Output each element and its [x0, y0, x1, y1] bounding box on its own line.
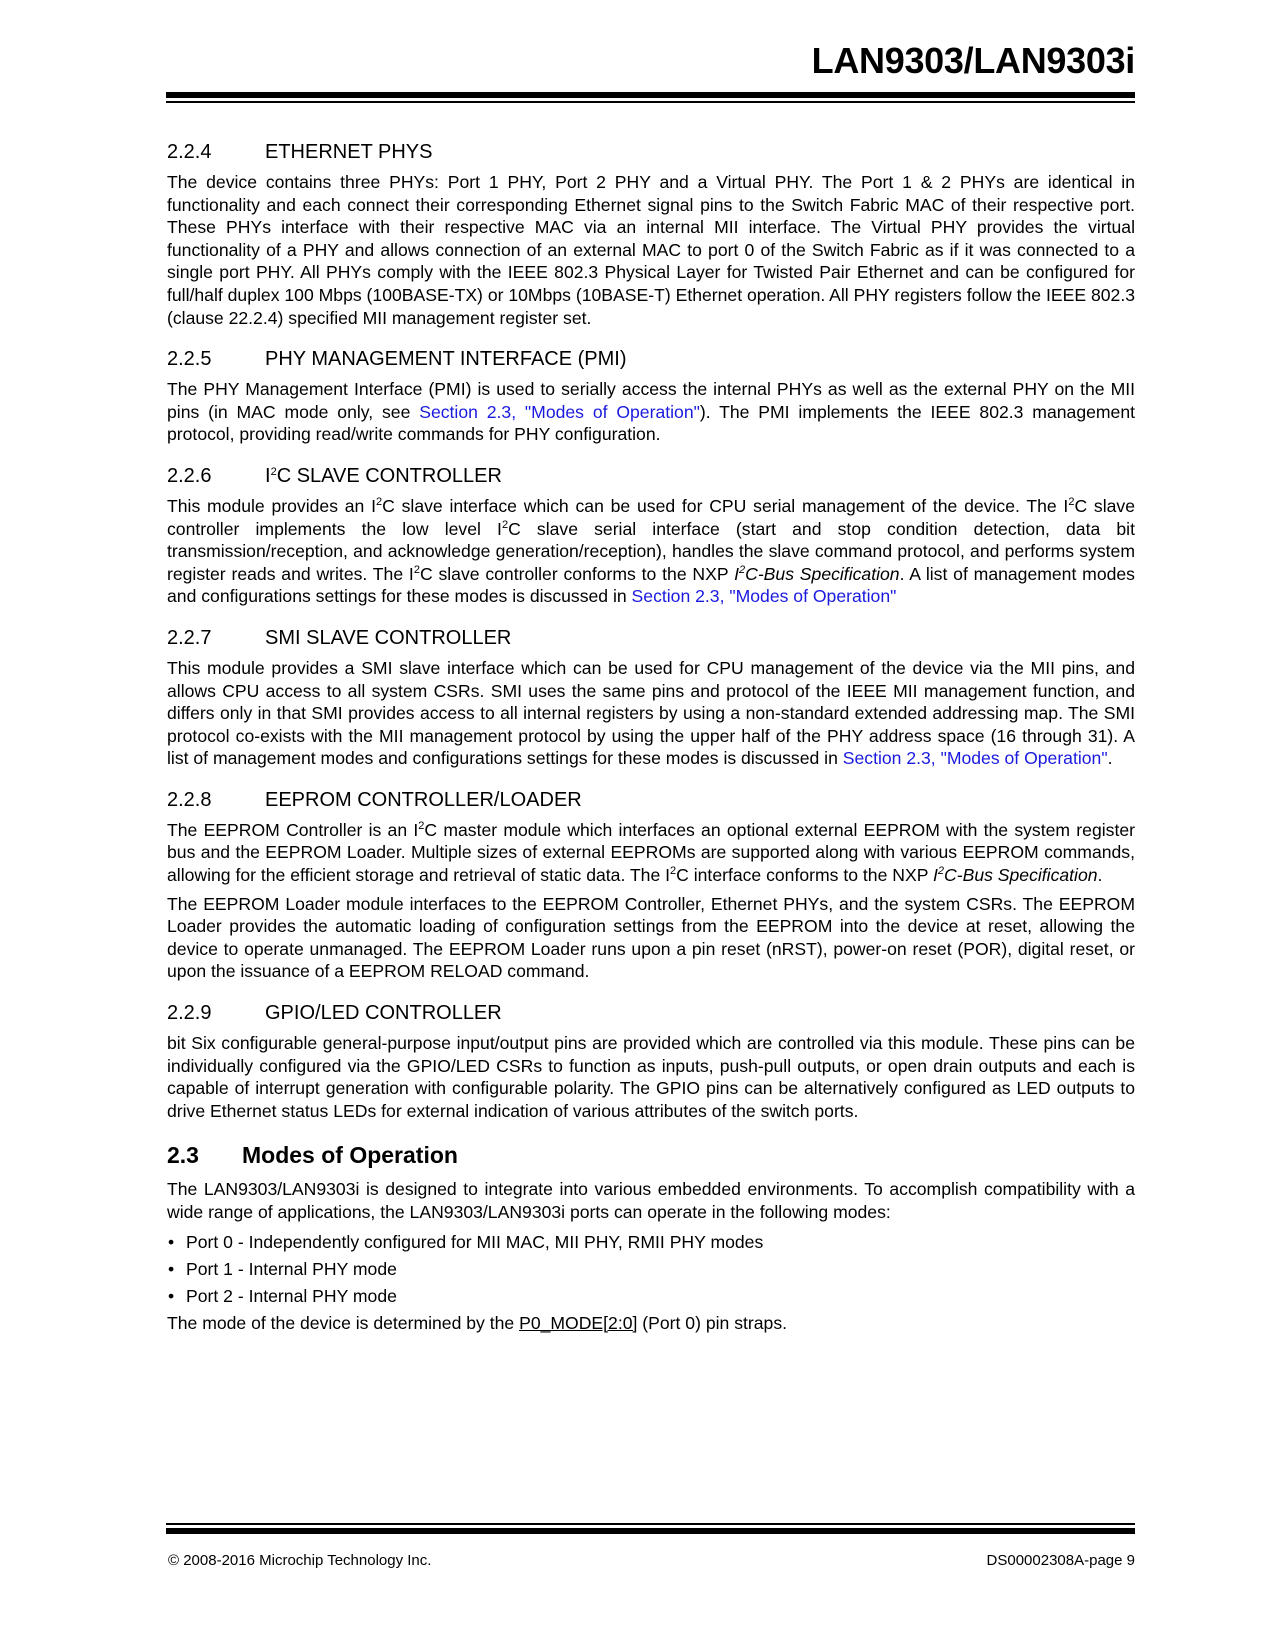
- italic-spec-title: [933, 865, 1098, 885]
- text-run: C slave interface which can be used for CPU serial management of the device. The I: [382, 495, 1069, 516]
- page-header-title: LAN9303/LAN9303i: [811, 40, 1135, 81]
- footer-page-number: DS00002308A-page 9: [986, 1552, 1135, 1569]
- superscript: 2: [376, 495, 383, 508]
- link-modes-of-operation[interactable]: Section 2.3, "Modes of Operation": [631, 586, 897, 607]
- link-modes-of-operation[interactable]: Section 2.3, "Modes of Operation": [419, 401, 700, 422]
- paragraph-mode-pin-straps: [167, 1312, 1135, 1335]
- italic-spec-title: [734, 564, 899, 584]
- bullet: •: [168, 1285, 175, 1306]
- text-run: I: [933, 865, 938, 886]
- text-run: C master module which interfaces an optional external EEPROM with the system register bus and the EEPROM Loader. Multiple sizes of external EEPROMs are supported along with various EEPROM commands, allowing for the efficient storage and retrieval of static data. The I: [167, 819, 1135, 886]
- text-run: ). The PMI implements the IEEE 802.3 management protocol, providing read/write commands for PHY configuration.: [167, 401, 1135, 445]
- paragraph-eeprom-loader: The EEPROM Loader module interfaces to the EEPROM Controller, Ethernet PHYs, and the system CSRs. The EEPROM Loader provides the automatic loading of configuration settings from the EEPROM into the device at reset, allowing the device to operate unmanaged. The EEPROM Loader runs upon a pin reset (nRST), power-on reset (POR), digital reset, or upon the issuance of a EEPROM RELOAD command.: [167, 893, 1135, 982]
- section-number: 2.2.5: [167, 348, 212, 371]
- superscript: 2: [413, 563, 420, 576]
- header-rule-thin: [166, 101, 1135, 103]
- heading-2-3: [167, 1140, 1135, 1170]
- section-number: 2.2.9: [167, 1002, 212, 1025]
- section-title: SMI SLAVE CONTROLLER: [265, 626, 512, 649]
- heading-2-2-7: [167, 624, 1135, 652]
- footer-copyright: © 2008-2016 Microchip Technology Inc.: [168, 1552, 432, 1569]
- text-run: .: [1097, 865, 1103, 886]
- heading-2-2-8: [167, 786, 1135, 814]
- text-run: C slave controller conforms to the NXP: [419, 563, 735, 584]
- heading-2-2-9: [167, 999, 1135, 1027]
- text-run: The EEPROM Controller is an I: [167, 819, 419, 840]
- text-run: I: [265, 464, 271, 487]
- superscript: 2: [937, 865, 945, 878]
- section-number: 2.3: [167, 1142, 199, 1169]
- text-run: I: [734, 563, 739, 584]
- list-item: [167, 1258, 1135, 1281]
- modes-list: [167, 1231, 1135, 1308]
- paragraph-smi-slave: [167, 657, 1135, 770]
- list-item: [167, 1285, 1135, 1308]
- superscript: 2: [501, 518, 509, 531]
- section-number: 2.2.4: [167, 141, 212, 163]
- heading-2-2-5: [167, 345, 1135, 373]
- text-run: C-Bus Specification: [745, 563, 900, 584]
- text-run: C SLAVE CONTROLLER: [276, 464, 502, 487]
- paragraph-modes-intro: The LAN9303/LAN9303i is designed to integrate into various embedded environments. To accomplish compatibility with a wide range of applications, the LAN9303/LAN9303i ports can operate in the following modes:: [167, 1179, 1135, 1222]
- section-title: PHY MANAGEMENT INTERFACE (PMI): [265, 348, 627, 371]
- text-run: The mode of the device is determined by the: [167, 1312, 520, 1333]
- list-item-text: Port 0 - Independently configured for MII MAC, MII PHY, RMII PHY modes: [186, 1231, 764, 1252]
- superscript: 2: [418, 819, 425, 832]
- text-run: C slave controller implements the low level I: [167, 495, 1135, 539]
- header-rule-thick: [166, 92, 1135, 98]
- heading-2-2-4: [167, 138, 1135, 166]
- text-run: (Port 0) pin straps.: [637, 1312, 788, 1333]
- page-content: [167, 138, 1135, 1334]
- section-title: Modes of Operation: [242, 1142, 458, 1169]
- signal-name-p0-mode: P0_MODE[2:0]: [519, 1312, 638, 1333]
- footer-rule-thin: [166, 1523, 1135, 1525]
- paragraph-ethernet-phys: The device contains three PHYs: Port 1 PHY, Port 2 PHY and a Virtual PHY. The Port 1 & 2 PHYs are identical in functionality and each connect their corresponding Ethernet signal pins to the Switch Fabric MAC of their respective port. These PHYs interface with their respective MAC via an internal MII interface. The Virtual PHY provides the virtual functionality of a PHY and allows connection of an external MAC to port 0 of the Switch Fabric as if it was connected to a single port PHY. All PHYs comply with the IEEE 802.3 Physical Layer for Twisted Pair Ethernet and can be configured for full/half duplex 100 Mbps (100BASE-TX) or 10Mbps (10BASE-T) Ethernet operation. All PHY registers follow the IEEE 802.3 (clause 22.2.4) specified MII management register set.: [167, 172, 1135, 328]
- section-number: 2.2.8: [167, 788, 212, 811]
- paragraph-i2c-slave: [167, 495, 1135, 608]
- section-title: EEPROM CONTROLLER/LOADER: [265, 788, 582, 811]
- link-modes-of-operation[interactable]: Section 2.3, "Modes of Operation": [842, 748, 1108, 769]
- text-run: C slave serial interface (start and stop condition detection, data bit transmission/reception, and acknowledge generation/reception), handles the slave command protocol, and performs system register reads and writes. The I: [167, 518, 1135, 584]
- footer-rule-thick: [166, 1528, 1135, 1534]
- section-title: [265, 462, 502, 490]
- superscript: 2: [1068, 495, 1075, 508]
- text-run: C interface conforms to the NXP: [676, 865, 933, 886]
- section-title: GPIO/LED CONTROLLER: [265, 1002, 502, 1025]
- text-run: . A list of management modes and configurations settings for these modes is discussed in: [167, 563, 1135, 607]
- paragraph-eeprom-controller: [167, 819, 1135, 887]
- text-run: This module provides an I: [167, 495, 377, 516]
- section-number: 2.2.6: [167, 464, 212, 487]
- list-item-text: Port 2 - Internal PHY mode: [186, 1285, 397, 1306]
- paragraph-gpio-led: bit Six configurable general-purpose input/output pins are provided which are controlled via this module. These pins can be individually configured via the GPIO/LED CSRs to function as inputs, push-pull outputs, or open drain outputs and each is capable of interrupt generation with configurable polarity. The GPIO pins can be alternatively configured as LED outputs to drive Ethernet status LEDs for external indication of various attributes of the switch ports.: [167, 1033, 1135, 1121]
- superscript: 2: [738, 563, 746, 576]
- superscript: 2: [670, 865, 677, 878]
- section-number: 2.2.7: [167, 626, 212, 649]
- text-run: The PHY Management Interface (PMI) is used to serially access the internal PHYs as well as the external PHY on the MII pins (in MAC mode only, see: [167, 379, 1135, 422]
- superscript: 2: [270, 465, 277, 478]
- heading-2-2-6: [167, 462, 1135, 490]
- list-item: [167, 1231, 1135, 1254]
- text-run: .: [1107, 748, 1113, 769]
- list-item-text: Port 1 - Internal PHY mode: [186, 1258, 397, 1279]
- bullet: •: [168, 1231, 175, 1252]
- bullet: •: [168, 1258, 175, 1279]
- text-run: C-Bus Specification: [944, 865, 1098, 886]
- section-title: ETHERNET PHYS: [265, 141, 433, 163]
- text-run: This module provides a SMI slave interface which can be used for CPU management of the device via the MII pins, and allows CPU access to all system CSRs. SMI uses the same pins and protocol of the IEEE MII management function, and differs only in that SMI provides access to all internal registers by using a non-standard extended addressing map. The SMI protocol co-exists with the MII management protocol by using the upper half of the PHY address space (16 through 31). A list of management modes and configurations settings for these modes is discussed in: [167, 657, 1135, 769]
- paragraph-pmi: [167, 378, 1135, 446]
